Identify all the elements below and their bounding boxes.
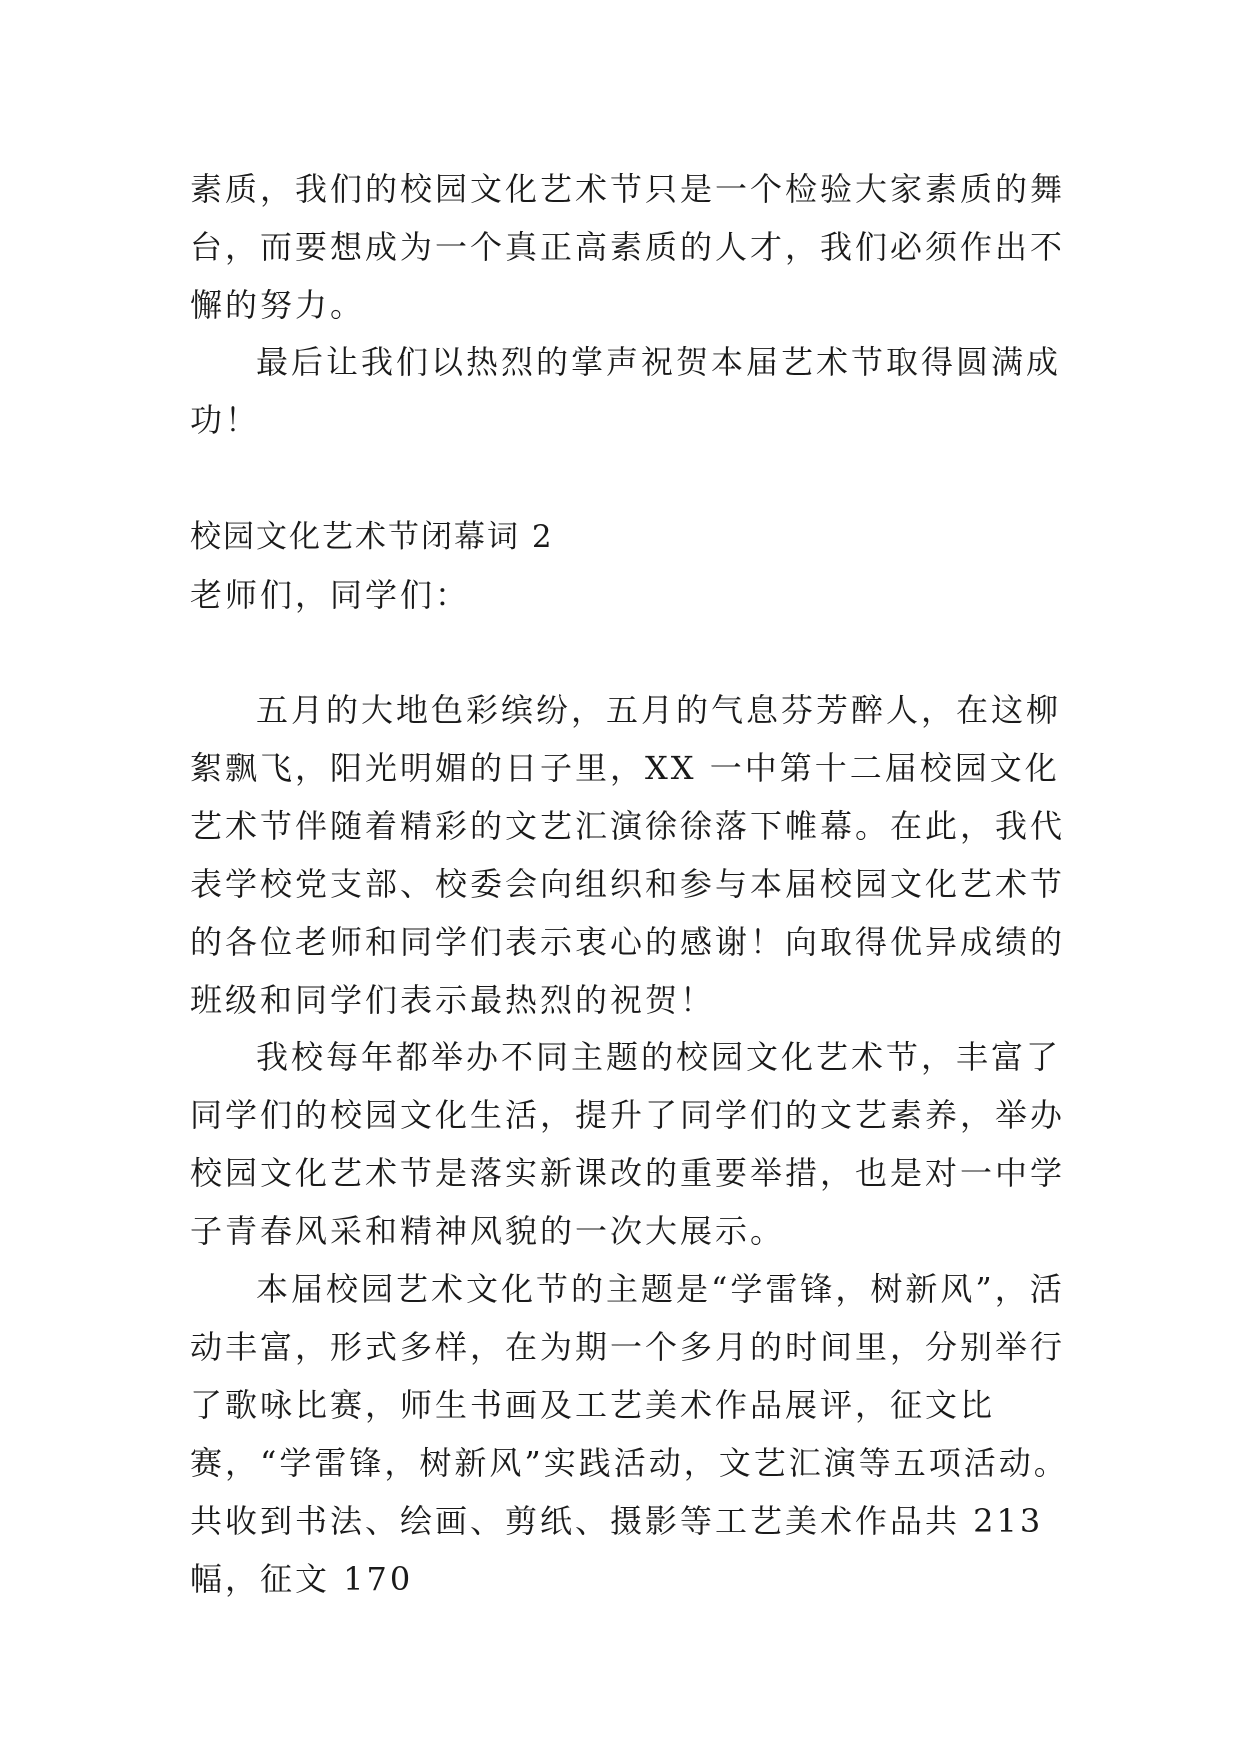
paragraph-continuation: 素质，我们的校园文化艺术节只是一个检验大家素质的舞台，而要想成为一个真正高素质的人才，我们必须作出不懈的努力。 — [190, 170, 1066, 324]
paragraph-opening: 五月的大地色彩缤纷，五月的气息芬芳醉人，在这柳絮飘飞，阳光明媚的日子里，XX 一中第十二届校园文化艺术节伴随着精彩的文艺汇演徐徐落下帷幕。在此，我代表学校党支部、校委会向组织和参与本届校园文化艺术节的各位老师和同学们表示衷心的感谢！向取得优异成绩的班级和同学们表示最热烈的祝贺！ — [190, 691, 1066, 1019]
greeting-line: 老师们，同学们： — [190, 576, 471, 614]
paragraph-theme: 本届校园艺术文化节的主题是“学雷锋，树新风”，活动丰富，形式多样，在为期一个多月的时间里，分别举行了歌咏比赛，师生书画及工艺美术作品展评，征文比赛，“学雷锋，树新风”实践活动，文艺汇演等五项活动。共收到书法、绘画、剪纸、摄影等工艺美术作品共 213 幅，征文 170 — [190, 1270, 1069, 1598]
paragraph-annual-festival: 我校每年都举办不同主题的校园文化艺术节，丰富了同学们的校园文化生活，提升了同学们的文艺素养，举办校园文化艺术节是落实新课改的重要举措，也是对一中学子青春风采和精神风貌的一次大展示。 — [190, 1038, 1066, 1250]
section-heading: 校园文化艺术节闭幕词 2 — [190, 519, 554, 555]
paragraph-closing: 最后让我们以热烈的掌声祝贺本届艺术节取得圆满成功！ — [190, 343, 1062, 439]
